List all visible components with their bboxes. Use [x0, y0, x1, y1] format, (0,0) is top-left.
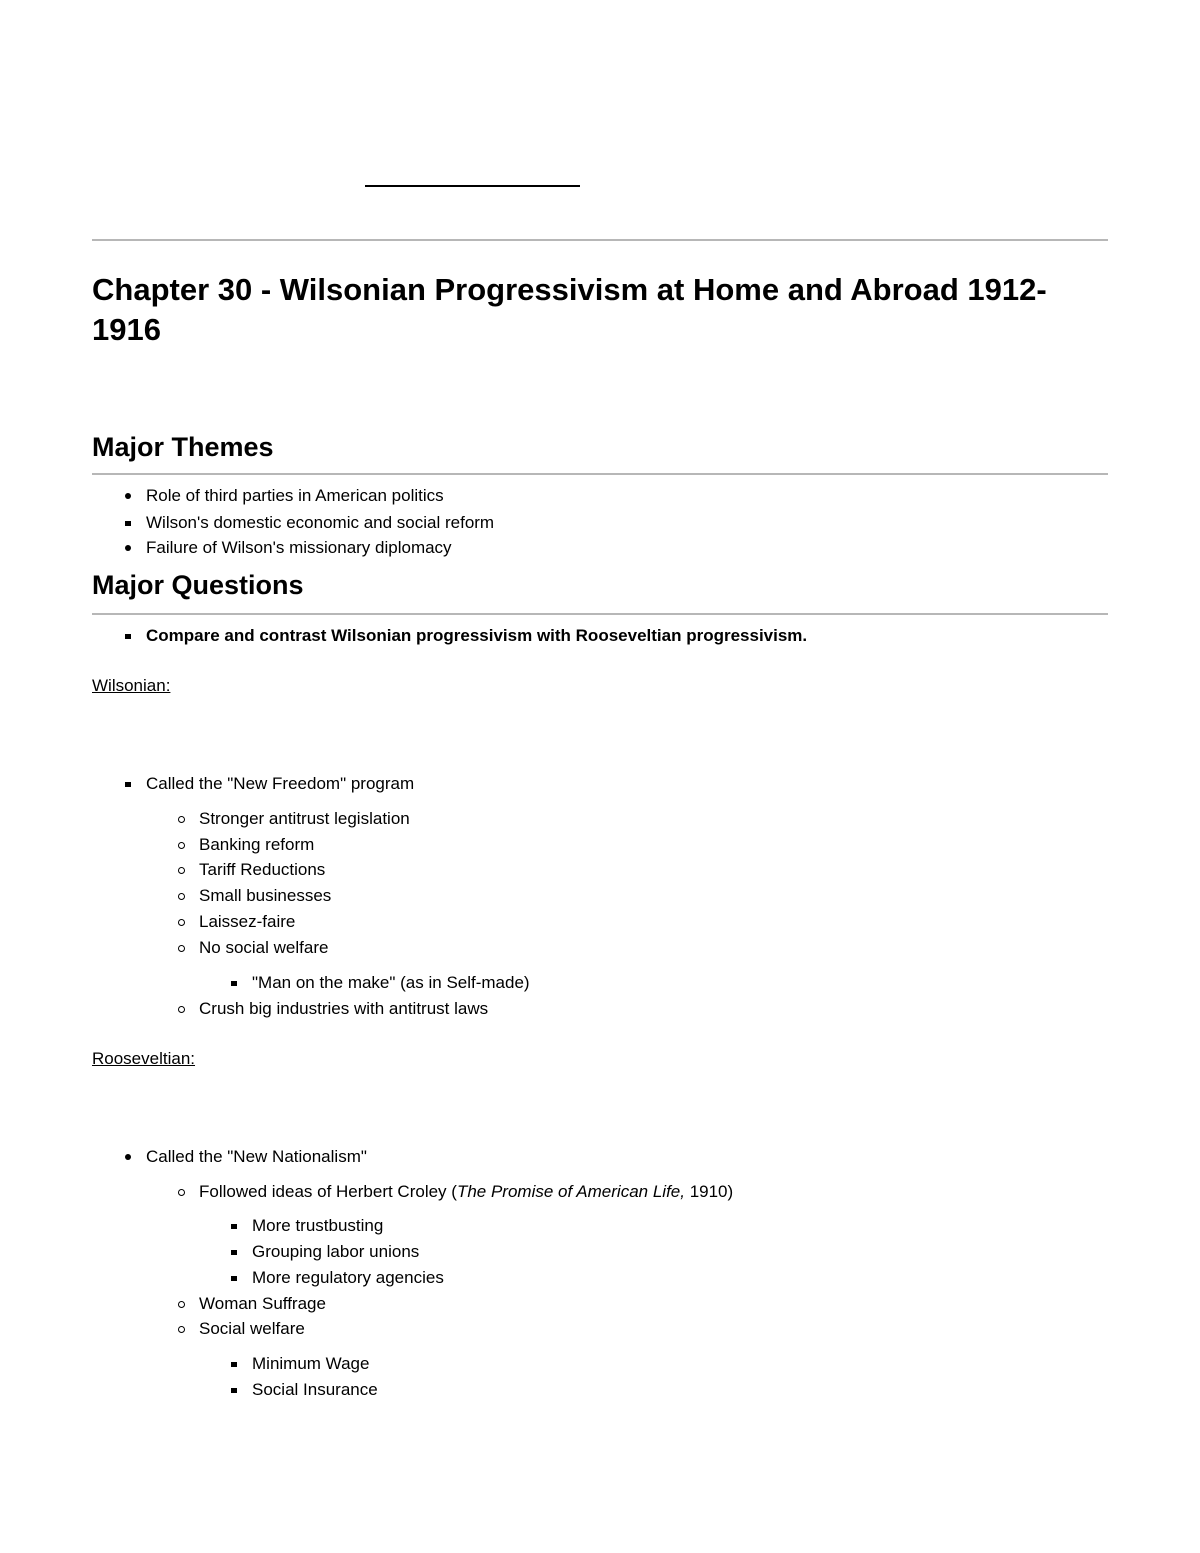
circle-bullet-icon [178, 893, 185, 900]
wilsonian-point: Tariff Reductions [199, 860, 325, 880]
wilsonian-program: Called the "New Freedom" program [146, 774, 414, 794]
circle-bullet-icon [178, 816, 185, 823]
square-bullet-icon [125, 521, 131, 526]
theme-text: Wilson's domestic economic and social reform [146, 513, 495, 532]
square-bullet-icon [231, 1224, 237, 1229]
circle-bullet-icon [178, 867, 185, 874]
rooseveltian-program: Called the "New Nationalism" [146, 1147, 367, 1167]
square-bullet-icon [125, 782, 131, 787]
wilsonian-subpoint: "Man on the make" (as in Self-made) [252, 973, 530, 993]
theme-item [146, 513, 494, 533]
major-questions-divider [92, 613, 1108, 615]
major-questions-heading: Major Questions [92, 570, 304, 600]
rooseveltian-label: Rooseveltian: [92, 1049, 196, 1068]
major-themes-divider [92, 473, 1108, 475]
disc-bullet-icon [125, 1154, 131, 1160]
square-bullet-icon [231, 981, 237, 986]
wilsonian-point: Crush big industries with antitrust laws [199, 999, 488, 1019]
circle-bullet-icon [178, 842, 185, 849]
wilsonian-point: Laissez-faire [199, 912, 295, 932]
disc-bullet-icon [125, 493, 131, 499]
rooseveltian-point: Social welfare [199, 1319, 305, 1339]
chapter-title: Chapter 30 - Wilsonian Progressivism at Home and Abroad 1912-1916 [92, 272, 1047, 347]
rooseveltian-point: Woman Suffrage [199, 1294, 326, 1314]
wilsonian-point: Stronger antitrust legislation [199, 809, 410, 829]
square-bullet-icon [231, 1362, 237, 1367]
book-title: The Promise of American Life, [456, 1182, 685, 1201]
welfare-subpoint: Social Insurance [252, 1380, 378, 1400]
disc-bullet-icon [125, 545, 131, 551]
circle-bullet-icon [178, 1189, 185, 1196]
circle-bullet-icon [178, 1301, 185, 1308]
wilsonian-point: Banking reform [199, 835, 314, 855]
major-themes-heading: Major Themes [92, 432, 274, 462]
name-blank-line [365, 185, 580, 187]
theme-item [146, 486, 444, 506]
wilsonian-point: No social welfare [199, 938, 328, 958]
circle-bullet-icon [178, 1006, 185, 1013]
croley-subpoint: Grouping labor unions [252, 1242, 419, 1262]
question-item [146, 626, 807, 646]
theme-text: Failure of Wilson's missionary diplomacy [146, 538, 452, 557]
top-divider [92, 239, 1108, 241]
square-bullet-icon [231, 1388, 237, 1393]
theme-item [146, 538, 452, 558]
theme-text: Role of third parties in American politics [146, 486, 444, 505]
croley-subpoint: More trustbusting [252, 1216, 383, 1236]
question-text: Compare and contrast Wilsonian progressivism with Rooseveltian progressivism. [146, 626, 808, 645]
circle-bullet-icon [178, 945, 185, 952]
square-bullet-icon [231, 1276, 237, 1281]
croley-subpoint: More regulatory agencies [252, 1268, 444, 1288]
circle-bullet-icon [178, 919, 185, 926]
square-bullet-icon [125, 634, 131, 639]
wilsonian-point: Small businesses [199, 886, 331, 906]
croley-point: Followed ideas of Herbert Croley (The Promise of American Life, 1910) [199, 1182, 733, 1202]
circle-bullet-icon [178, 1326, 185, 1333]
welfare-subpoint: Minimum Wage [252, 1354, 369, 1374]
square-bullet-icon [231, 1250, 237, 1255]
wilsonian-label: Wilsonian: [92, 676, 171, 695]
